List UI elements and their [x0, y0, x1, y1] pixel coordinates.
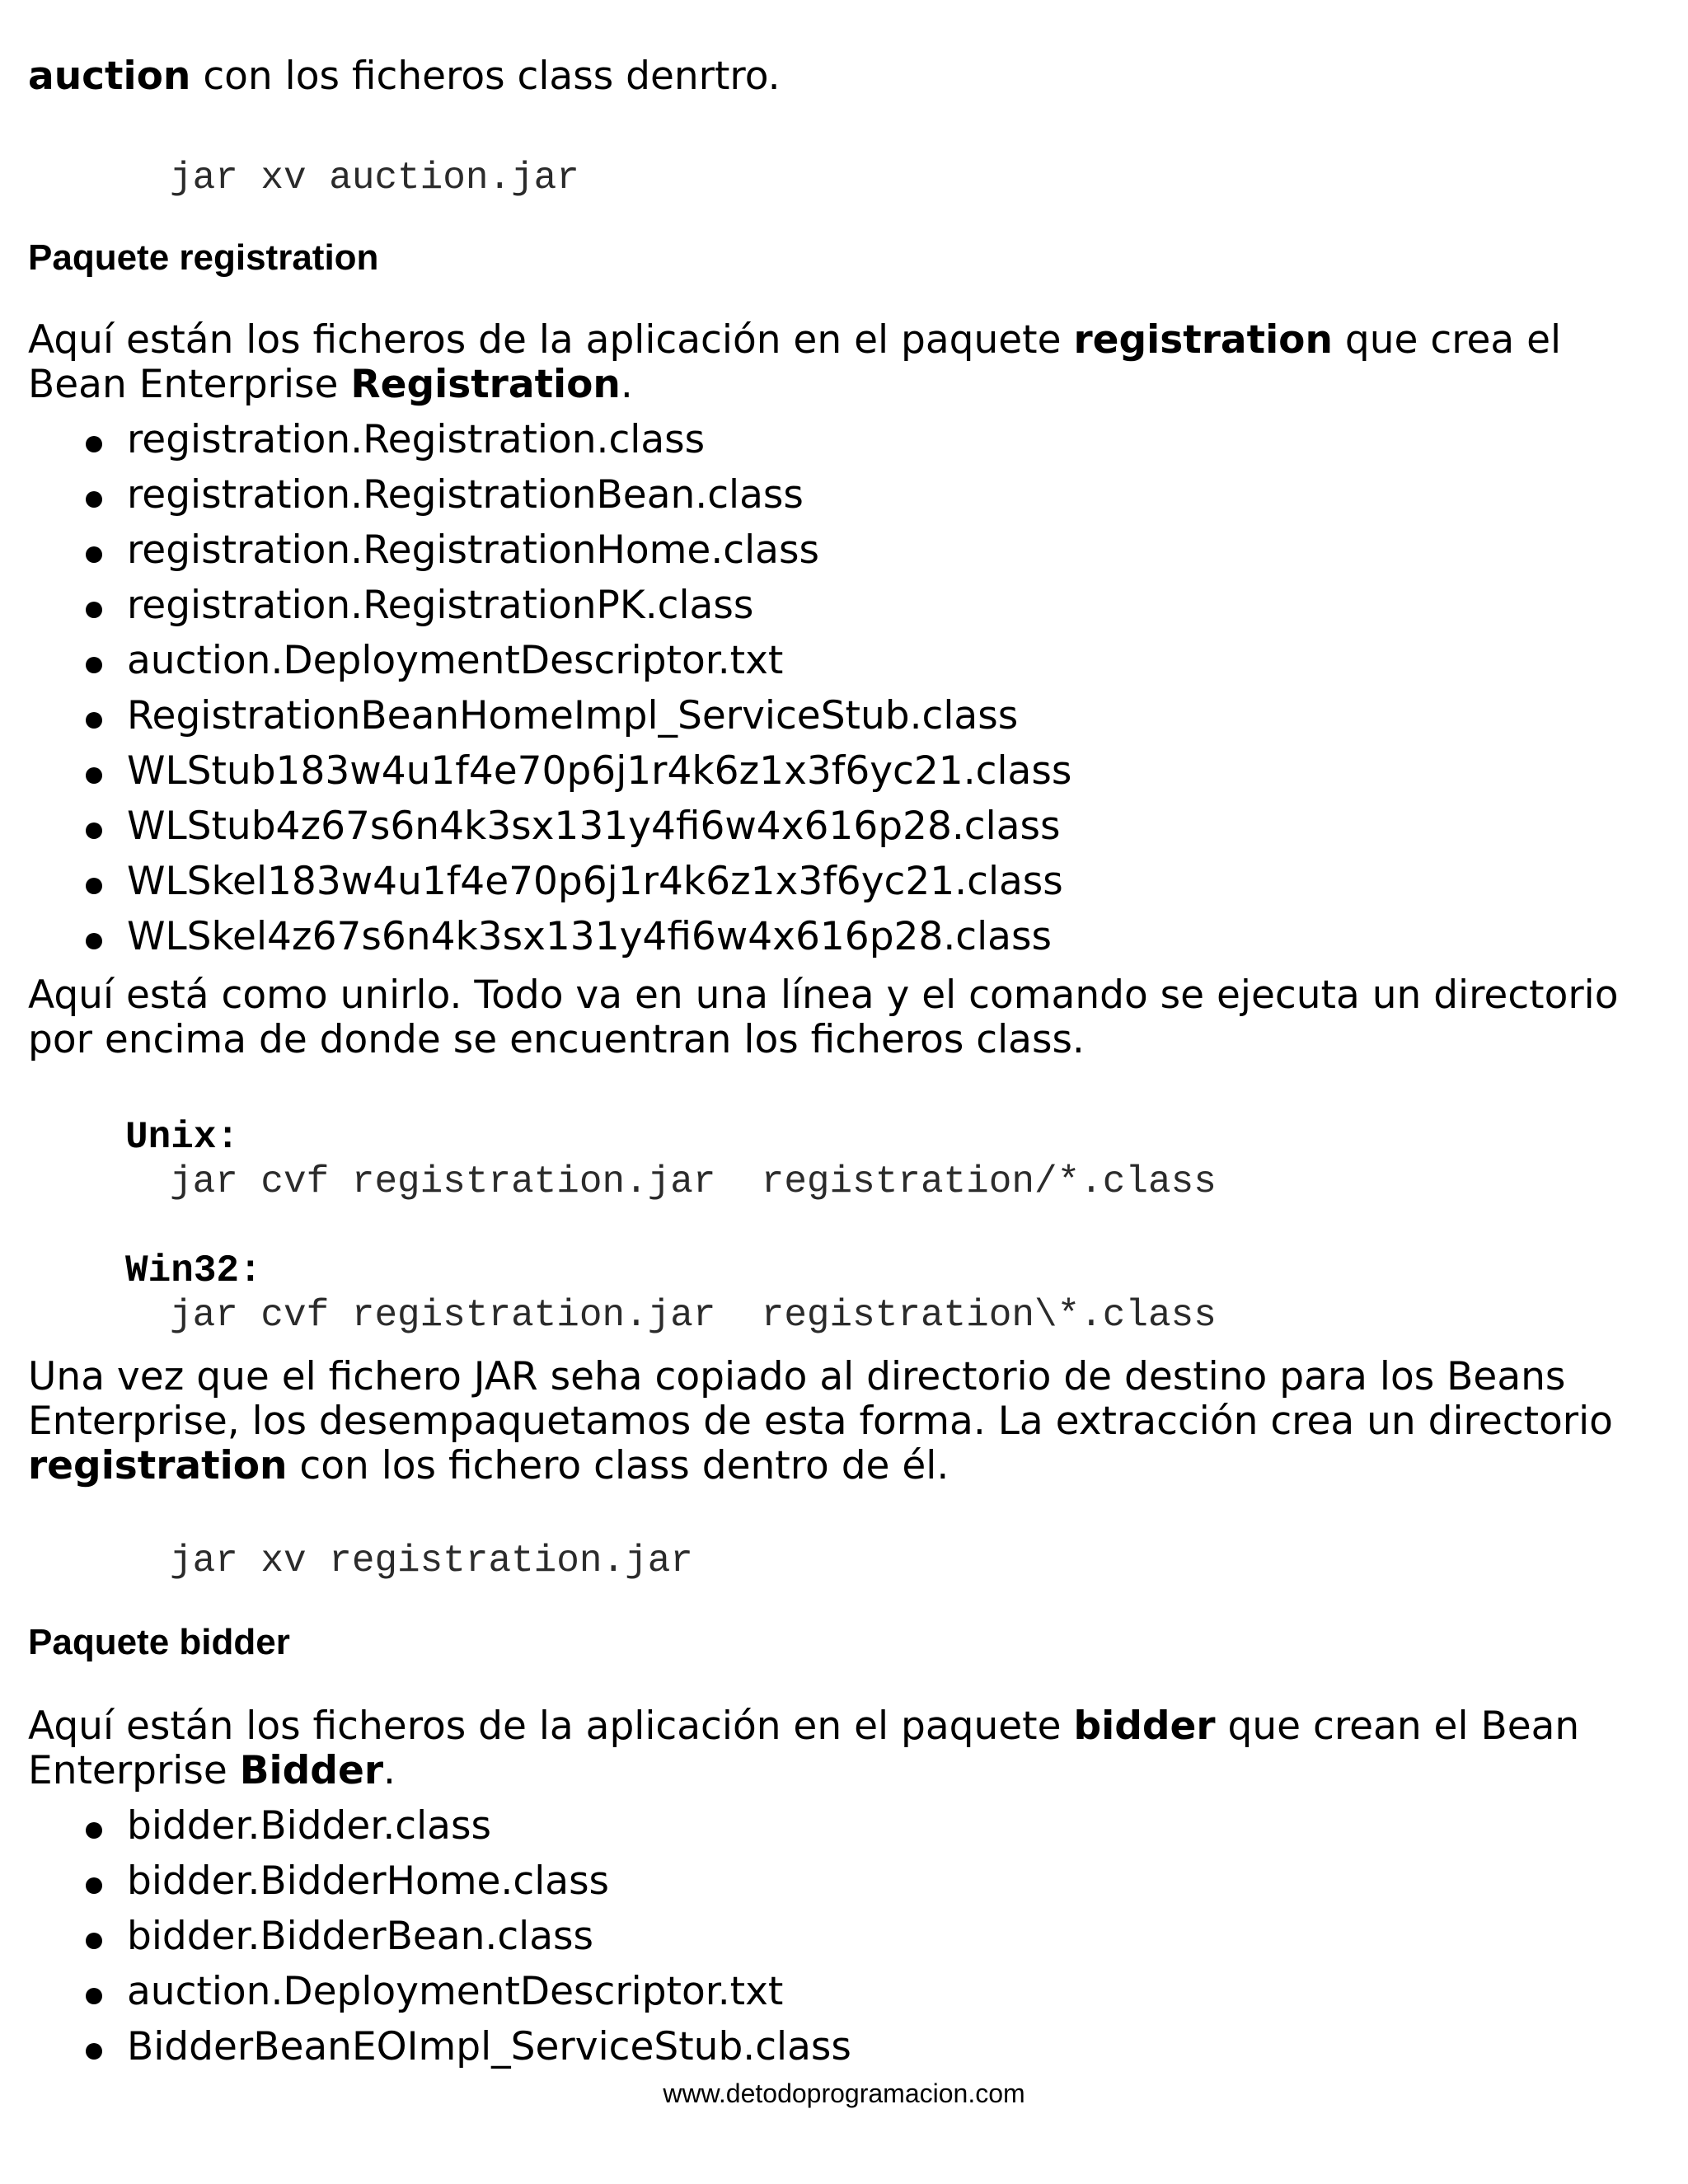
file-name: BidderBeanEOImpl_ServiceStub.class: [127, 2024, 851, 2069]
bullet-icon: [86, 1877, 102, 1894]
file-name: bidder.BidderBean.class: [127, 1914, 593, 1959]
code-unix-command: jar cvf registration.jar registration/*.class: [170, 1160, 1217, 1203]
code-extract-auction: jar xv auction.jar: [170, 157, 579, 199]
code-extract-registration: jar xv registration.jar: [170, 1540, 693, 1582]
after-line2: Enterprise, los desempaquetamos de esta forma. La extracción crea un directorio: [28, 1399, 1613, 1444]
section-heading-bidder: Paquete bidder: [28, 1622, 290, 1662]
file-name: auction.DeploymentDescriptor.txt: [127, 1969, 784, 2014]
desc-bold-term: bidder: [1073, 1704, 1216, 1749]
bullet-icon: [86, 712, 102, 729]
bullet-icon: [86, 878, 102, 894]
section-heading-registration: Paquete registration: [28, 237, 379, 278]
list-item: [28, 915, 1071, 970]
list-item: [28, 473, 1071, 528]
registration-desc-line1: [28, 318, 1561, 363]
registration-file-list: [28, 418, 1071, 970]
win32-label: Win32:: [125, 1249, 262, 1292]
bidder-desc-line1: [28, 1704, 1579, 1749]
bullet-icon: [86, 546, 102, 563]
file-name: auction.DeploymentDescriptor.txt: [127, 638, 784, 683]
registration-desc-line2: [28, 363, 633, 407]
bidder-file-list: [28, 1804, 851, 2080]
file-name: WLSkel4z67s6n4k3sx131y4fi6w4x616p28.class: [127, 914, 1052, 959]
desc-text: que crean el Bean: [1215, 1704, 1580, 1749]
file-name: WLStub183w4u1f4e70p6j1r4k6z1x3f6yc21.class: [127, 748, 1072, 794]
file-name: WLStub4z67s6n4k3sx131y4fi6w4x616p28.class: [127, 804, 1061, 849]
footer-url: www.detodoprogramacion.com: [663, 2079, 1025, 2108]
desc-text: Bean Enterprise: [28, 362, 351, 407]
list-item: [28, 1970, 851, 2025]
intro-bold-term: auction: [28, 54, 191, 99]
unix-label: Unix:: [125, 1116, 240, 1159]
desc-bold-term: Bidder: [239, 1748, 383, 1793]
bullet-icon: [86, 767, 102, 784]
list-item: [28, 1804, 851, 1859]
list-item: [28, 2025, 851, 2080]
intro-text: con los ficheros class denrtro.: [190, 54, 781, 99]
bullet-icon: [86, 491, 102, 508]
list-item: [28, 1915, 851, 1970]
after-bold-term: registration: [28, 1443, 288, 1488]
bullet-icon: [86, 2043, 102, 2060]
file-name: registration.Registration.class: [127, 417, 706, 462]
code-win32-command: jar cvf registration.jar registration\*.class: [170, 1294, 1217, 1337]
list-item: [28, 583, 1071, 639]
bidder-desc-line2: [28, 1749, 396, 1793]
desc-text: .: [383, 1748, 396, 1793]
file-name: bidder.Bidder.class: [127, 1803, 491, 1849]
bullet-icon: [86, 436, 102, 452]
bullet-icon: [86, 602, 102, 618]
file-name: registration.RegistrationHome.class: [127, 527, 819, 573]
list-item: [28, 639, 1071, 694]
list-item: [28, 749, 1071, 804]
desc-text: Aquí están los ficheros de la aplicación en el paquete: [28, 1704, 1074, 1749]
list-item: [28, 1859, 851, 1915]
bullet-icon: [86, 823, 102, 839]
bullet-icon: [86, 933, 102, 949]
intro-paragraph: [28, 54, 781, 99]
desc-text: .: [620, 362, 633, 407]
file-name: bidder.BidderHome.class: [127, 1858, 610, 1904]
howto-line2: por encima de donde se encuentran los ficheros class.: [28, 1017, 1085, 1062]
desc-bold-term: registration: [1073, 317, 1333, 363]
desc-text: Aquí están los ficheros de la aplicación en el paquete: [28, 317, 1074, 363]
list-item: [28, 804, 1071, 860]
bullet-icon: [86, 1933, 102, 1949]
after-line1: Una vez que el fichero JAR seha copiado al directorio de destino para los Beans: [28, 1354, 1566, 1399]
desc-text: Enterprise: [28, 1748, 240, 1793]
desc-bold-term: Registration: [350, 362, 621, 407]
file-name: RegistrationBeanHomeImpl_ServiceStub.class: [127, 693, 1019, 738]
bullet-icon: [86, 1822, 102, 1839]
file-name: registration.RegistrationPK.class: [127, 583, 754, 628]
bullet-icon: [86, 657, 102, 673]
after-line3: [28, 1444, 949, 1488]
file-name: WLSkel183w4u1f4e70p6j1r4k6z1x3f6yc21.class: [127, 859, 1063, 904]
after-text: con los fichero class dentro de él.: [287, 1443, 950, 1488]
list-item: [28, 528, 1071, 583]
file-name: registration.RegistrationBean.class: [127, 472, 804, 518]
list-item: [28, 860, 1071, 915]
bullet-icon: [86, 1988, 102, 2004]
list-item: [28, 694, 1071, 749]
desc-text: que crea el: [1332, 317, 1562, 363]
howto-line1: Aquí está como unirlo. Todo va en una línea y el comando se ejecuta un directorio: [28, 972, 1619, 1018]
list-item: [28, 418, 1071, 473]
